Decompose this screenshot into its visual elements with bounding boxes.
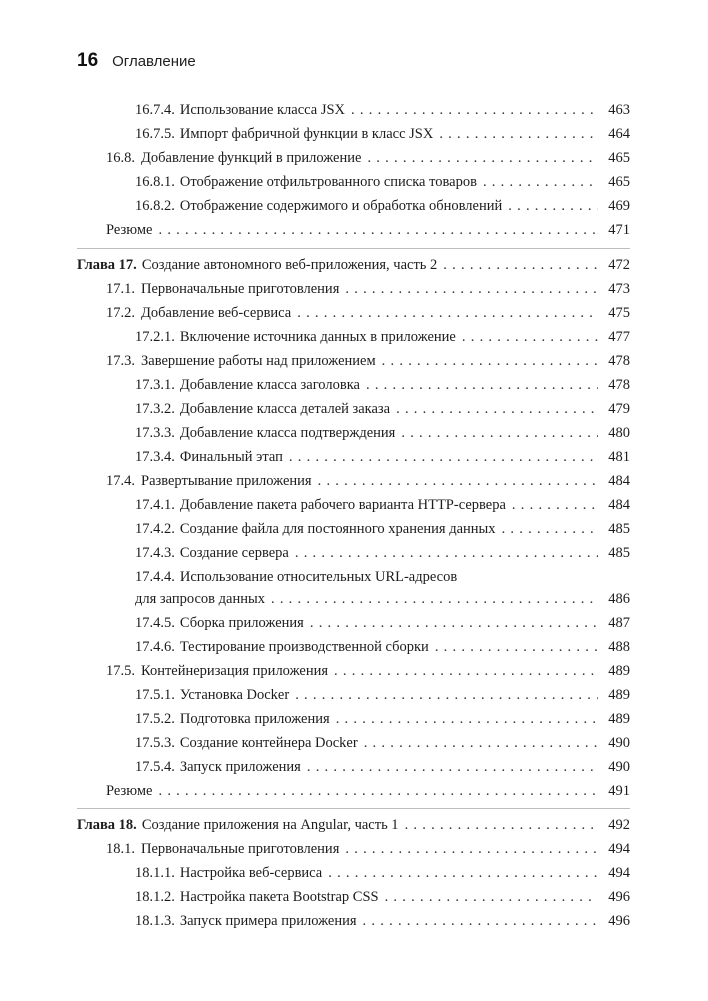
entry-title: Добавление функций в приложение	[141, 150, 362, 166]
entry-title: Добавление пакета рабочего варианта HTTP-сервера	[179, 497, 506, 513]
entry-title: Отображение отфильтрованного списка товаров	[179, 174, 477, 190]
entry-number: 18.1.2.	[135, 889, 175, 905]
toc-entry[interactable]	[106, 662, 630, 680]
toc-chapter-entry[interactable]	[77, 256, 630, 274]
leader-dots	[367, 149, 598, 167]
toc-entry[interactable]	[135, 568, 630, 590]
entry-title: Контейнеризация приложения	[141, 663, 329, 679]
entry-title: Сборка приложения	[179, 615, 304, 631]
toc-entry[interactable]	[135, 864, 630, 882]
toc-entry[interactable]	[135, 173, 630, 191]
leader-dots	[405, 816, 598, 834]
entry-page: 489	[608, 663, 630, 679]
leader-dots	[351, 101, 598, 119]
leader-dots	[271, 590, 598, 608]
entry-title: Запуск приложения	[179, 759, 301, 775]
entry-title: Резюме	[106, 222, 153, 238]
entry-number: 17.3.4.	[135, 449, 175, 465]
entry-title: Создание сервера	[179, 545, 289, 561]
entry-number: 18.1.3.	[135, 913, 175, 929]
entry-title: Добавление класса заголовка	[179, 377, 360, 393]
leader-dots	[382, 352, 598, 370]
entry-number: 17.4.3.	[135, 545, 175, 561]
entry-page: 488	[608, 639, 630, 655]
entry-page: 478	[608, 377, 630, 393]
entry-title: Первоначальные приготовления	[141, 281, 340, 297]
entry-title: Запуск примера приложения	[179, 913, 357, 929]
leader-dots	[483, 173, 598, 191]
toc-entry[interactable]	[135, 448, 630, 466]
entry-number: 18.1.	[106, 841, 135, 857]
toc-entry[interactable]	[135, 520, 630, 538]
entry-number: 16.7.4.	[135, 102, 175, 118]
toc-entry[interactable]	[135, 328, 630, 346]
entry-page: 490	[608, 735, 630, 751]
divider	[77, 808, 630, 809]
toc-entry[interactable]	[135, 101, 630, 119]
chapter-number: Глава 18.	[77, 817, 137, 833]
leader-dots	[363, 912, 598, 930]
entry-page: 481	[608, 449, 630, 465]
entry-title: Первоначальные приготовления	[141, 841, 340, 857]
entry-page: 496	[608, 913, 630, 929]
entry-page: 473	[608, 281, 630, 297]
entry-title: Создание автономного веб-приложения, часть 2	[141, 257, 438, 273]
leader-dots	[295, 686, 598, 704]
entry-title: Тестирование производственной сборки	[179, 639, 429, 655]
divider	[77, 248, 630, 249]
entry-title: Добавление веб-сервиса	[141, 305, 292, 321]
entry-page: 496	[608, 889, 630, 905]
leader-dots	[307, 758, 598, 776]
toc-entry[interactable]	[135, 614, 630, 632]
entry-page: 479	[608, 401, 630, 417]
entry-page: 486	[608, 591, 630, 607]
leader-dots	[364, 734, 598, 752]
leader-dots	[462, 328, 598, 346]
toc-entry[interactable]	[135, 424, 630, 442]
leader-dots	[345, 840, 598, 858]
leader-dots	[366, 376, 598, 394]
entry-title: Завершение работы над приложением	[141, 353, 376, 369]
entry-title: Настройка пакета Bootstrap CSS	[179, 889, 379, 905]
entry-page: 480	[608, 425, 630, 441]
entry-number: 17.5.3.	[135, 735, 175, 751]
chapter-number: Глава 17.	[77, 257, 137, 273]
running-header	[77, 50, 196, 76]
entry-number: 16.8.2.	[135, 198, 175, 214]
entry-number: 17.4.2.	[135, 521, 175, 537]
entry-title: Отображение содержимого и обработка обновлений	[179, 198, 503, 214]
entry-page: 475	[608, 305, 630, 321]
toc-entry[interactable]	[106, 840, 630, 858]
entry-title: Резюме	[106, 783, 153, 799]
entry-page: 464	[608, 126, 630, 142]
toc-entry[interactable]	[135, 734, 630, 752]
entry-number: 17.3.3.	[135, 425, 175, 441]
entry-page: 469	[608, 198, 630, 214]
entry-page: 494	[608, 841, 630, 857]
entry-page: 465	[608, 150, 630, 166]
leader-dots	[158, 221, 598, 239]
entry-page: 490	[608, 759, 630, 775]
entry-page: 491	[608, 783, 630, 799]
leader-dots	[336, 710, 598, 728]
entry-page: 472	[608, 257, 630, 273]
toc-entry[interactable]	[135, 496, 630, 514]
entry-title: Установка Docker	[179, 687, 290, 703]
entry-title: Использование относительных URL-адресов	[179, 569, 458, 585]
toc-entry[interactable]	[106, 782, 630, 800]
leader-dots	[439, 125, 598, 143]
toc-entry[interactable]	[135, 888, 630, 906]
entry-number: 17.4.6.	[135, 639, 175, 655]
leader-dots	[512, 496, 598, 514]
entry-number: 17.3.	[106, 353, 135, 369]
page-number: 16	[77, 50, 99, 71]
entry-number: 17.2.1.	[135, 329, 175, 345]
entry-title: Включение источника данных в приложение	[179, 329, 456, 345]
entry-number: 17.5.	[106, 663, 135, 679]
leader-dots	[508, 197, 598, 215]
entry-title: Добавление класса деталей заказа	[179, 401, 391, 417]
toc-chapter-entry[interactable]	[77, 816, 630, 834]
entry-number: 17.4.	[106, 473, 135, 489]
entry-number: 16.7.5.	[135, 126, 175, 142]
entry-page: 485	[608, 521, 630, 537]
entry-page: 471	[608, 222, 630, 238]
toc-entry-continuation[interactable]	[135, 590, 630, 608]
entry-page: 484	[608, 473, 630, 489]
leader-dots	[396, 400, 598, 418]
entry-title: Создание контейнера Docker	[179, 735, 358, 751]
toc-entry[interactable]	[135, 758, 630, 776]
toc-entry[interactable]	[135, 125, 630, 143]
entry-title: Создание файла для постоянного хранения данных	[179, 521, 496, 537]
toc-entry[interactable]	[135, 686, 630, 704]
entry-number: 17.2.	[106, 305, 135, 321]
leader-dots	[435, 638, 598, 656]
entry-page: 494	[608, 865, 630, 881]
entry-title: Подготовка приложения	[179, 711, 330, 727]
entry-title: Создание приложения на Angular, часть 1	[141, 817, 399, 833]
entry-title-continued: для запросов данных	[135, 591, 265, 607]
leader-dots	[401, 424, 598, 442]
entry-page: 489	[608, 711, 630, 727]
entry-number: 17.5.2.	[135, 711, 175, 727]
toc-entry[interactable]	[135, 197, 630, 215]
entry-number: 17.4.4.	[135, 569, 175, 585]
entry-number: 17.5.4.	[135, 759, 175, 775]
entry-number: 17.5.1.	[135, 687, 175, 703]
entry-number: 16.8.1.	[135, 174, 175, 190]
leader-dots	[502, 520, 598, 538]
toc-entry[interactable]	[106, 352, 630, 370]
entry-page: 485	[608, 545, 630, 561]
entry-title-block	[180, 568, 457, 590]
entry-title: Развертывание приложения	[141, 473, 312, 489]
entry-number: 17.4.1.	[135, 497, 175, 513]
toc-entry[interactable]	[106, 472, 630, 490]
entry-page: 487	[608, 615, 630, 631]
entry-page: 463	[608, 102, 630, 118]
toc-entry[interactable]	[135, 710, 630, 728]
toc-entry[interactable]	[106, 280, 630, 298]
entry-number: 17.4.5.	[135, 615, 175, 631]
entry-title: Настройка веб-сервиса	[179, 865, 323, 881]
entry-title: Финальный этап	[179, 449, 283, 465]
toc-entry[interactable]	[135, 544, 630, 562]
entry-page: 489	[608, 687, 630, 703]
entry-title: Добавление класса подтверждения	[179, 425, 396, 441]
entry-title: Импорт фабричной функции в класс JSX	[179, 126, 434, 142]
leader-dots	[328, 864, 598, 882]
entry-page: 478	[608, 353, 630, 369]
entry-number: 17.1.	[106, 281, 135, 297]
entry-number: 16.8.	[106, 150, 135, 166]
leader-dots	[385, 888, 598, 906]
toc-entry[interactable]	[106, 221, 630, 239]
leader-dots	[289, 448, 598, 466]
entry-number: 18.1.1.	[135, 865, 175, 881]
leader-dots	[295, 544, 598, 562]
entry-page: 477	[608, 329, 630, 345]
entry-title: Использование класса JSX	[179, 102, 346, 118]
toc-entry[interactable]	[135, 638, 630, 656]
running-title: Оглавление	[112, 53, 196, 70]
entry-page: 465	[608, 174, 630, 190]
entry-page: 484	[608, 497, 630, 513]
leader-dots	[318, 472, 598, 490]
entry-number: 17.3.1.	[135, 377, 175, 393]
toc-entry[interactable]	[106, 149, 630, 167]
entry-page: 492	[608, 817, 630, 833]
toc-entry[interactable]	[135, 912, 630, 930]
leader-dots	[345, 280, 598, 298]
toc-entry[interactable]	[135, 400, 630, 418]
leader-dots	[443, 256, 598, 274]
toc-entry[interactable]	[135, 376, 630, 394]
leader-dots	[310, 614, 598, 632]
toc-entry[interactable]	[106, 304, 630, 322]
entry-number: 17.3.2.	[135, 401, 175, 417]
leader-dots	[297, 304, 598, 322]
leader-dots	[158, 782, 598, 800]
leader-dots	[334, 662, 598, 680]
